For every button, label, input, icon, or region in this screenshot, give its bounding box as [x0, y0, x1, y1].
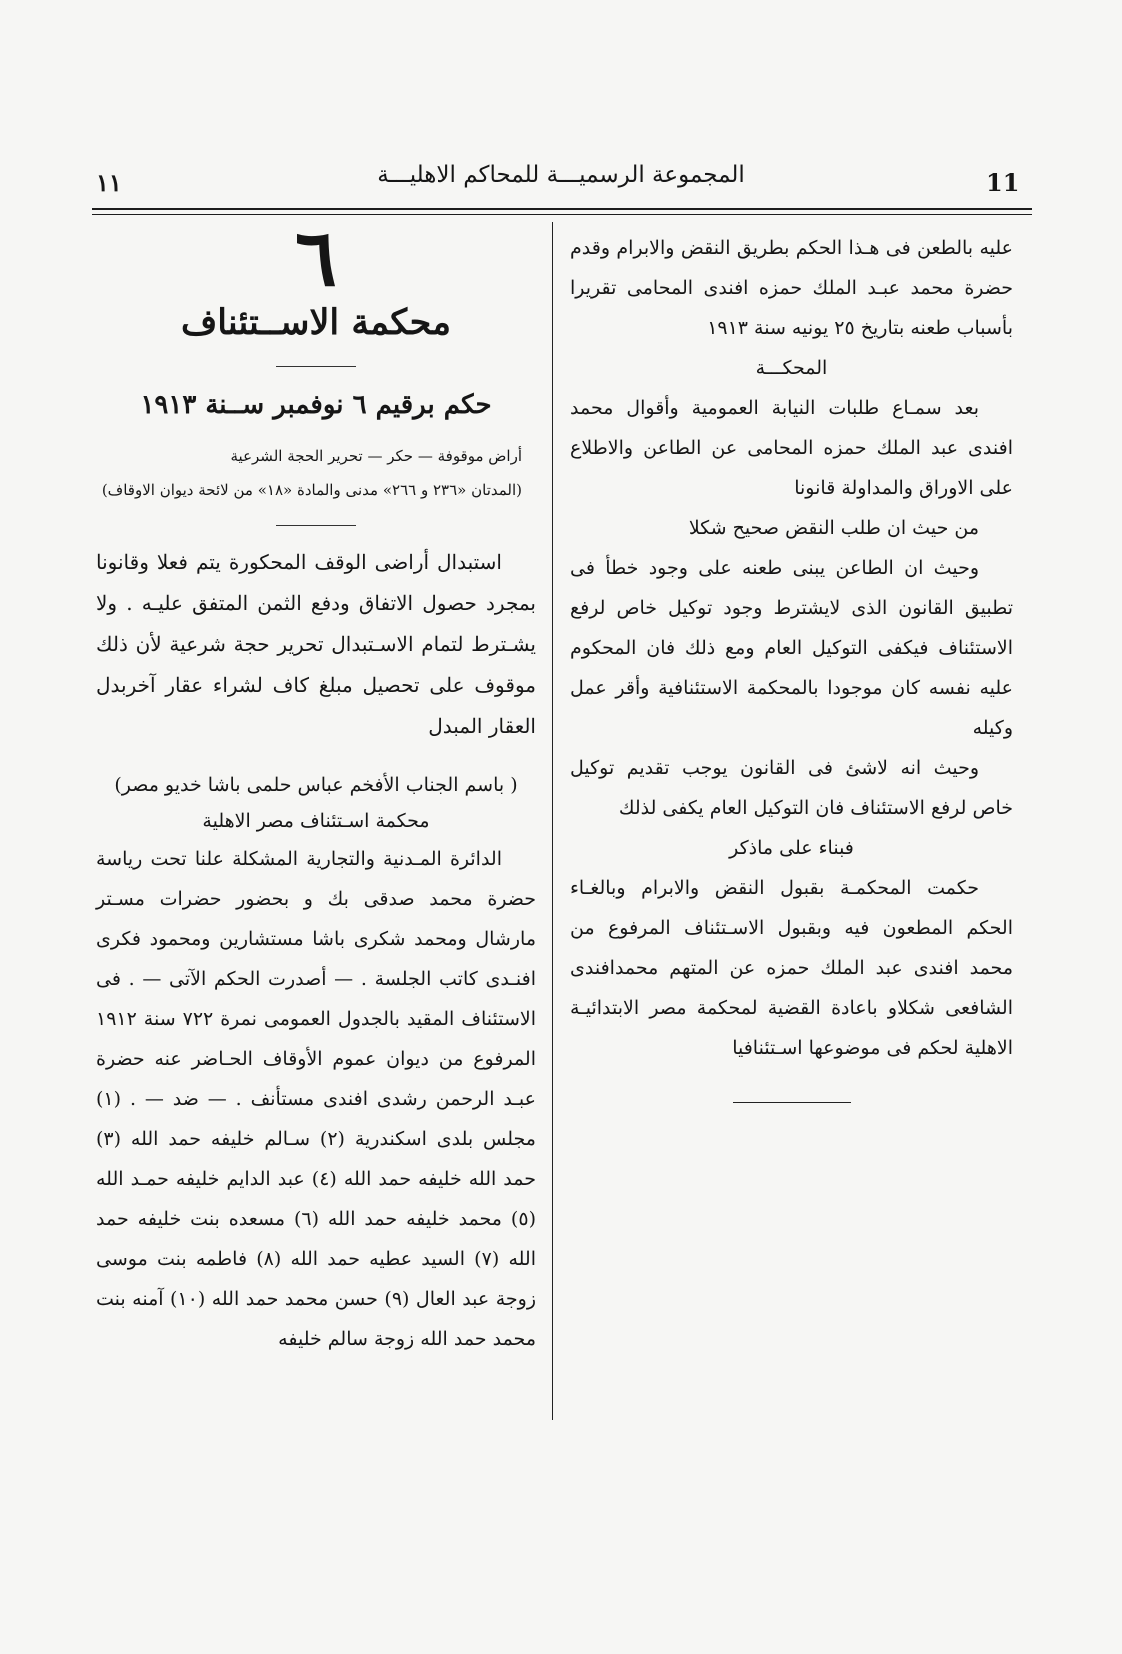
right-column	[570, 228, 1013, 1103]
paragraph-grounds: وحيث ان الطاعن يبنى طعنه على وجود خطأ فى تطبيق القانون الذى لايشترط وجود توكيل خاص لرفع الاستئناف فيكفى التوكيل العام ومع ذلك فان المحكوم عليه نفسه كان موجودا بالمحكمة الاستئنافية وأقر عمل وكيله	[570, 557, 1013, 739]
judgment-body: الدائرة المـدنية والتجارية المشكلة علنا تحت رياسة حضرة محمد صدقى بك و بحضور حضرات مسـتر مارشال ومحمد شكرى باشا مستشارين ومحمود فكرى افنـدى كاتب الجلسة . — أصدرت الحكم الآتى — . فى الاستئناف المقيد بالجدول العمومى نمرة ٧٢٢ سنة ١٩١٢ المرفوع من ديوان عموم الأوقاف الحـاضر عنه حضرة عبـد الرحمن رشدى افندى مستأنف . — ضد — . (١) مجلس بلدى اسكندرية (٢) سـالم خليفه حمد الله (٣) حمد الله خليفه حمد الله (٤) عبد الدايم خليفه حمـد الله (٥) محمد خليفه حمد الله (٦) مسعده بنت خليفه حمد الله (٧) السيد عطيه حمد الله (٨) فاطمه بنت موسى زوجة عبد العال (٩) حسن محمد حمد الله (١٠) آمنه بنت محمد حمد الله زوجة سالم خليفه	[96, 848, 537, 1350]
header-rule	[92, 208, 1032, 210]
invocation-line: ( باسم الجناب الأفخم عباس حلمى باشا خديو مصر)	[114, 774, 518, 796]
page-number-left: ١١	[96, 168, 122, 197]
paragraph-form: من حيث ان طلب النقض صحيح شكلا	[688, 517, 979, 539]
section-heading-court: المحكـــة	[755, 357, 828, 379]
paragraph-ruling: حكمت المحكمـة بقبول النقض والابرام وبالغـاء الحكم المطعون فيه وبقبول الاسـتئناف المرفوع من محمد افندى عبد الملك حمزه عن المتهم محمدافندى الشافعى شكلاو باعادة القضية لمحكمة مصر الابتدائيـة الاهلية لحكم فى موضوعها اسـتئنافيا	[570, 877, 1013, 1059]
column-divider	[552, 222, 553, 1420]
court-name-line: محكمة اسـتئناف مصر الاهلية	[202, 810, 430, 832]
articles-reference: (المدتان «٢٣٦ و ٢٦٦» مدنى والمادة «١٨» من لائحة ديوان الاوقاف)	[101, 481, 522, 499]
page-number-right: 11	[986, 168, 1020, 197]
legal-summary: استبدال أراضى الوقف المحكورة يتم فعلا وقانونا بمجرد حصول الاتفاق ودفع الثمن المتفق عليـه . ولا يشـترط لتمام الاسـتبدال تحرير حجة شرعية لأن ذلك موقوف على تحصيل مبلغ كاف لشراء عقار آخربدل العقار المبدل	[96, 550, 536, 738]
keywords-line: أراض موقوفة — حكر — تحرير الحجة الشرعية	[230, 447, 522, 465]
left-column	[96, 213, 537, 1359]
paragraph-hearing: بعد سمـاع طلبات النيابة العمومية وأقوال محمد افندى عبد الملك حمزه المحامى عن الطاعن والاطلاع على الاوراق والمداولة قانونا	[570, 397, 1014, 499]
summary-rule	[276, 525, 356, 526]
paragraph-continuation: عليه بالطعن فى هـذا الحكم بطريق النقض والابرام وقدم حضرة محمد عبـد الملك حمزه افندى المحامى تقريرا بأسباب طعنه بتاريخ ٢٥ يونيه سنة ١٩١٣	[570, 237, 1013, 339]
paragraph-reasoning: وحيث انه لاشئ فى القانون يوجب تقديم توكيل خاص لرفع الاستئناف فان التوكيل العام يكفى لذلك	[570, 757, 1013, 819]
title-rule	[276, 366, 356, 367]
judgment-date: حكم برقيم ٦ نوفمبر ســنة ١٩١٣	[140, 390, 492, 420]
header-rule-thin	[92, 214, 1032, 215]
court-title: محكمة الاســتئناف	[180, 302, 451, 343]
end-rule	[733, 1102, 851, 1103]
paragraph-therefore: فبناء على ماذكر	[729, 837, 854, 859]
running-header-title: المجموعة الرسميـــة للمحاكم الاهليـــة	[377, 162, 745, 188]
case-number: ٦	[295, 213, 337, 304]
